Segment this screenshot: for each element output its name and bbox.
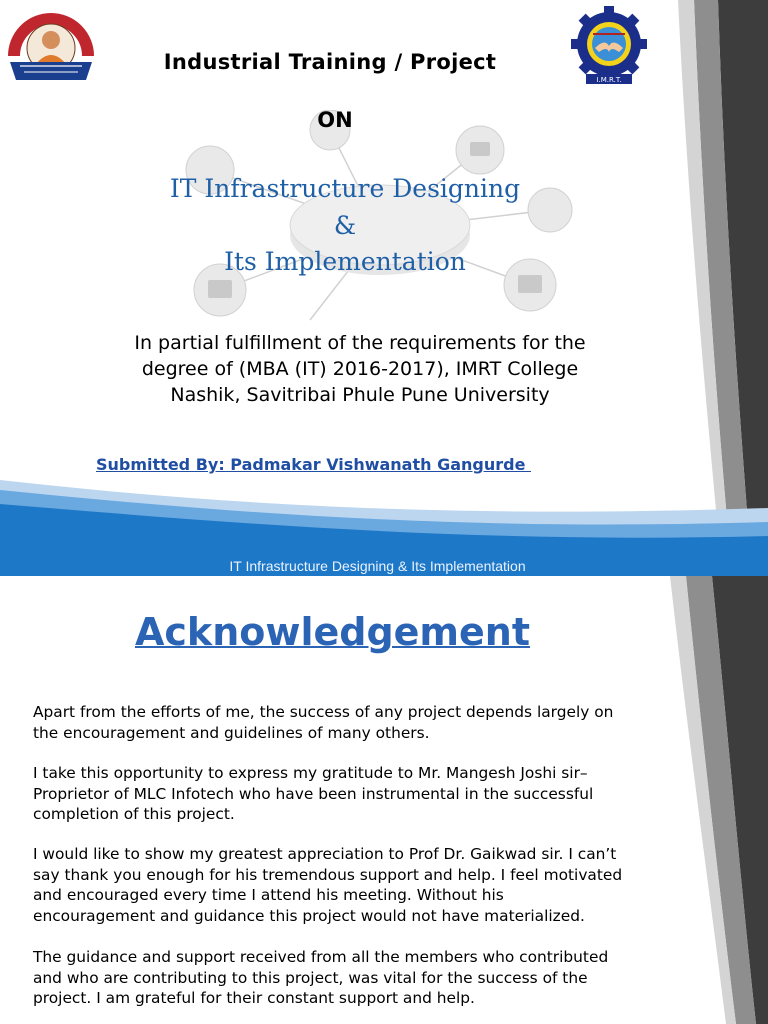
- paragraph-line: say thank you enough for his tremendous support and help. I feel motivated: [33, 865, 623, 884]
- acknowledgement-slide: [0, 576, 768, 1024]
- submitted-by: Submitted By: Padmakar Vishwanath Gangurde: [96, 455, 532, 474]
- acknowledgement-heading: Acknowledgement: [134, 610, 531, 654]
- paragraph-3: [33, 844, 693, 926]
- paragraph-2: [33, 763, 693, 825]
- paragraph-line: project. I am grateful for their constant support and help.: [33, 989, 475, 1007]
- fulfilment-line-2: degree of (MBA (IT) 2016-2017), IMRT College: [141, 358, 579, 380]
- fulfilment-line-1: In partial fulfillment of the requirements for the: [134, 332, 586, 354]
- paragraph-1: [33, 702, 693, 743]
- paragraph-line: Apart from the efforts of me, the success of any project depends largely on: [33, 703, 614, 721]
- paragraph-line: and who are contributing to this project, was vital for the success of the: [33, 968, 588, 987]
- training-title: Industrial Training / Project: [163, 50, 497, 74]
- project-title-line-2: Its Implementation: [224, 247, 466, 276]
- paragraph-4: [33, 947, 693, 1009]
- project-title-ampersand: &: [333, 211, 357, 240]
- imrt-logo-text: I.M.R.T.: [596, 76, 622, 84]
- paragraph-line: completion of this project.: [33, 805, 235, 823]
- college-emblem-logo-icon: [6, 6, 96, 86]
- footer-caption: IT Infrastructure Designing & Its Implementation: [229, 558, 526, 574]
- paragraph-line: I would like to show my greatest appreciation to Prof Dr. Gaikwad sir. I can’t: [33, 845, 617, 863]
- paragraph-line: the encouragement and guidelines of many others.: [33, 723, 430, 742]
- paragraph-line: The guidance and support received from all the members who contributed: [33, 948, 609, 966]
- paragraph-line: I take this opportunity to express my gratitude to Mr. Mangesh Joshi sir–: [33, 764, 588, 782]
- paragraph-line: and encouraged every time I attend his meeting. Without his: [33, 886, 504, 904]
- imrt-gear-logo-icon: [566, 6, 652, 88]
- paragraph-line: encouragement and guidance this project would not have materialized.: [33, 906, 585, 925]
- fulfilment-line-3: Nashik, Savitribai Phule Pune University: [170, 384, 550, 406]
- project-title-line-1: IT Infrastructure Designing: [169, 174, 521, 203]
- paragraph-line: Proprietor of MLC Infotech who have been instrumental in the successful: [33, 784, 594, 803]
- on-label: ON: [317, 108, 353, 132]
